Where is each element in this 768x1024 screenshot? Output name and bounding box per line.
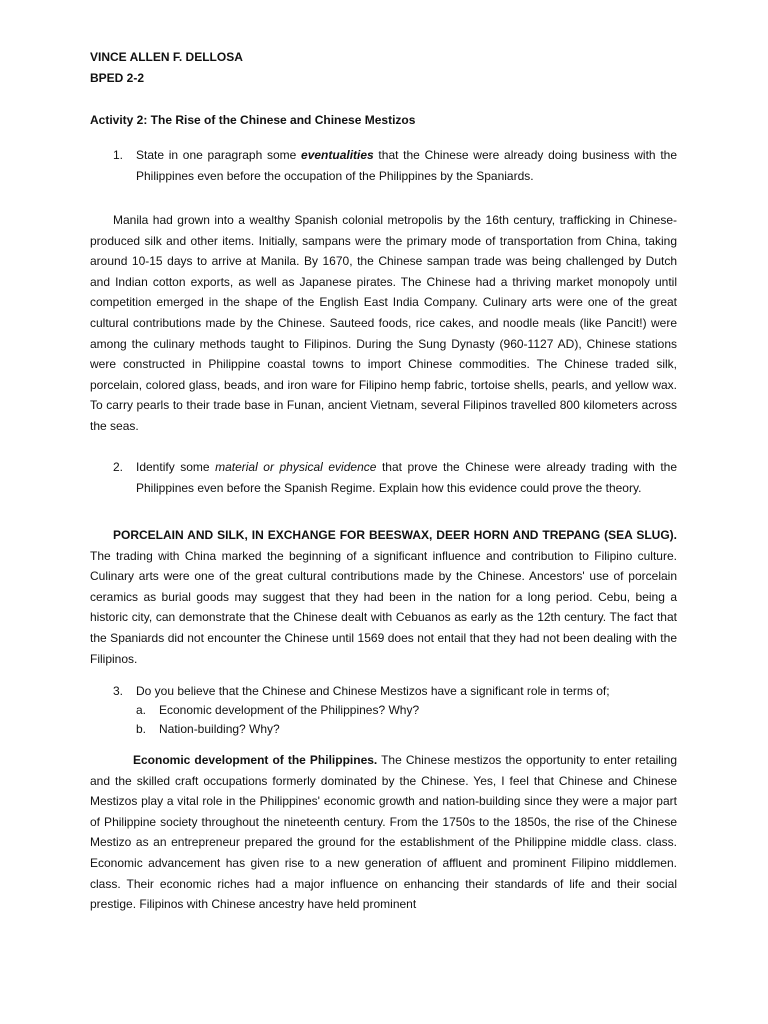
header <box>90 47 677 88</box>
question-2 <box>113 457 677 498</box>
question-3-sub-a-text: Economic development of the Philippines? Why? <box>159 703 420 717</box>
question-2-number: 2. <box>113 460 124 474</box>
question-1-number: 1. <box>113 148 124 162</box>
question-1-text-end: that the Chinese were already doing business with the Philippines even before the occupation of the Philippines by the Spaniards. <box>136 148 677 183</box>
question-3-sub-a-label: a. <box>136 703 147 717</box>
question-3-number: 3. <box>113 684 124 698</box>
answer-2-body: The trading with China marked the beginning of a significant influence and contribution to Filipino culture. Culinary arts were one of the great cultural contributions made by the Chinese. Ancestors' use of porcelain ceramics as burial goods may suggest that they had been in the nation for a long period. Cebu, being a historic city, can demonstrate that the Chinese dealt with Cebuanos as early as the 12th century. The fact that the Spaniards did not encounter the Chinese until 1569 does not entail that they had not been dealing with the Filipinos. <box>90 548 677 666</box>
question-2-emphasis: material or physical evidence <box>215 460 377 474</box>
question-3-sub-b <box>136 719 636 740</box>
author-name: VINCE ALLEN F. DELLOSA <box>90 50 243 64</box>
question-3-sub-a <box>136 700 636 721</box>
answer-3-paragraph <box>90 750 677 915</box>
answer-2-paragraph <box>90 525 677 669</box>
answer-3-lead: Economic development of the Philippines. <box>133 753 378 767</box>
question-2-text-end: that prove the Chinese were already trading with the Philippines even before the Spanish Regime. Explain how this evidence could prove the theory. <box>136 460 677 495</box>
author-section: BPED 2-2 <box>90 70 145 85</box>
answer-2-lead: PORCELAIN AND SILK, IN EXCHANGE FOR BEESWAX, DEER HORN AND TREPANG (SEA SLUG). <box>113 528 677 542</box>
question-3-sub-b-label: b. <box>136 722 147 736</box>
question-1-text-start: State in one paragraph some <box>136 148 302 162</box>
question-3-sub-b-text: Nation-building? Why? <box>159 722 280 736</box>
question-1-emphasis: eventualities <box>301 148 374 162</box>
answer-1-paragraph: Manila had grown into a wealthy Spanish colonial metropolis by the 16th century, trafficking in Chinese-produced silk and other items. Initially, sampans were the primary mode of transportation from China, taking around 10-15 days to arrive at Manila. By 1670, the Chinese sampan trade was being challenged by Dutch and Indian cotton exports, as well as Japanese pirates. The Chinese had a thriving market monopoly until competition emerged in the shape of the English East India Company. Culinary arts were one of the great cultural contributions made by the Chinese. Sauteed foods, rice cakes, and noodle meals (like Pancit!) were among the culinary methods taught to Filipinos. During the Sung Dynasty (960-1127 AD), Chinese stations were constructed in Philippine coastal towns to import Chinese commodities. The Chinese traded silk, porcelain, colored glass, beads, and iron ware for Filipino hemp fabric, tortoise shells, pearls, and yellow wax. To carry pearls to their trade base in Funan, ancient Vietnam, several Filipinos travelled 800 kilometers across the seas. <box>90 213 677 433</box>
answer-3-body: The Chinese mestizos the opportunity to enter retailing and the skilled craft occupations formerly dominated by the Chinese. Yes, I feel that Chinese and Chinese Mestizos play a vital role in the Philippines' economic growth and nation-building since they were a major part of Philippine society throughout the nineteenth century. From the 1750s to the 1850s, the rise of the Chinese Mestizo as an entrepreneur prepared the ground for the establishment of the Philippine middle class. class. Economic advancement has given rise to a new generation of affluent and prominent Filipino middlemen. class. Their economic riches had a major influence on enhancing their standards of life and their social prestige. Filipinos with Chinese ancestry have held prominent <box>90 753 677 912</box>
question-3-text: Do you believe that the Chinese and Chinese Mestizos have a significant role in terms of; <box>136 684 610 698</box>
question-2-text-start: Identify some <box>136 460 216 474</box>
question-1 <box>113 145 677 186</box>
activity-title: Activity 2: The Rise of the Chinese and Chinese Mestizos <box>90 113 416 127</box>
question-3 <box>113 681 677 702</box>
